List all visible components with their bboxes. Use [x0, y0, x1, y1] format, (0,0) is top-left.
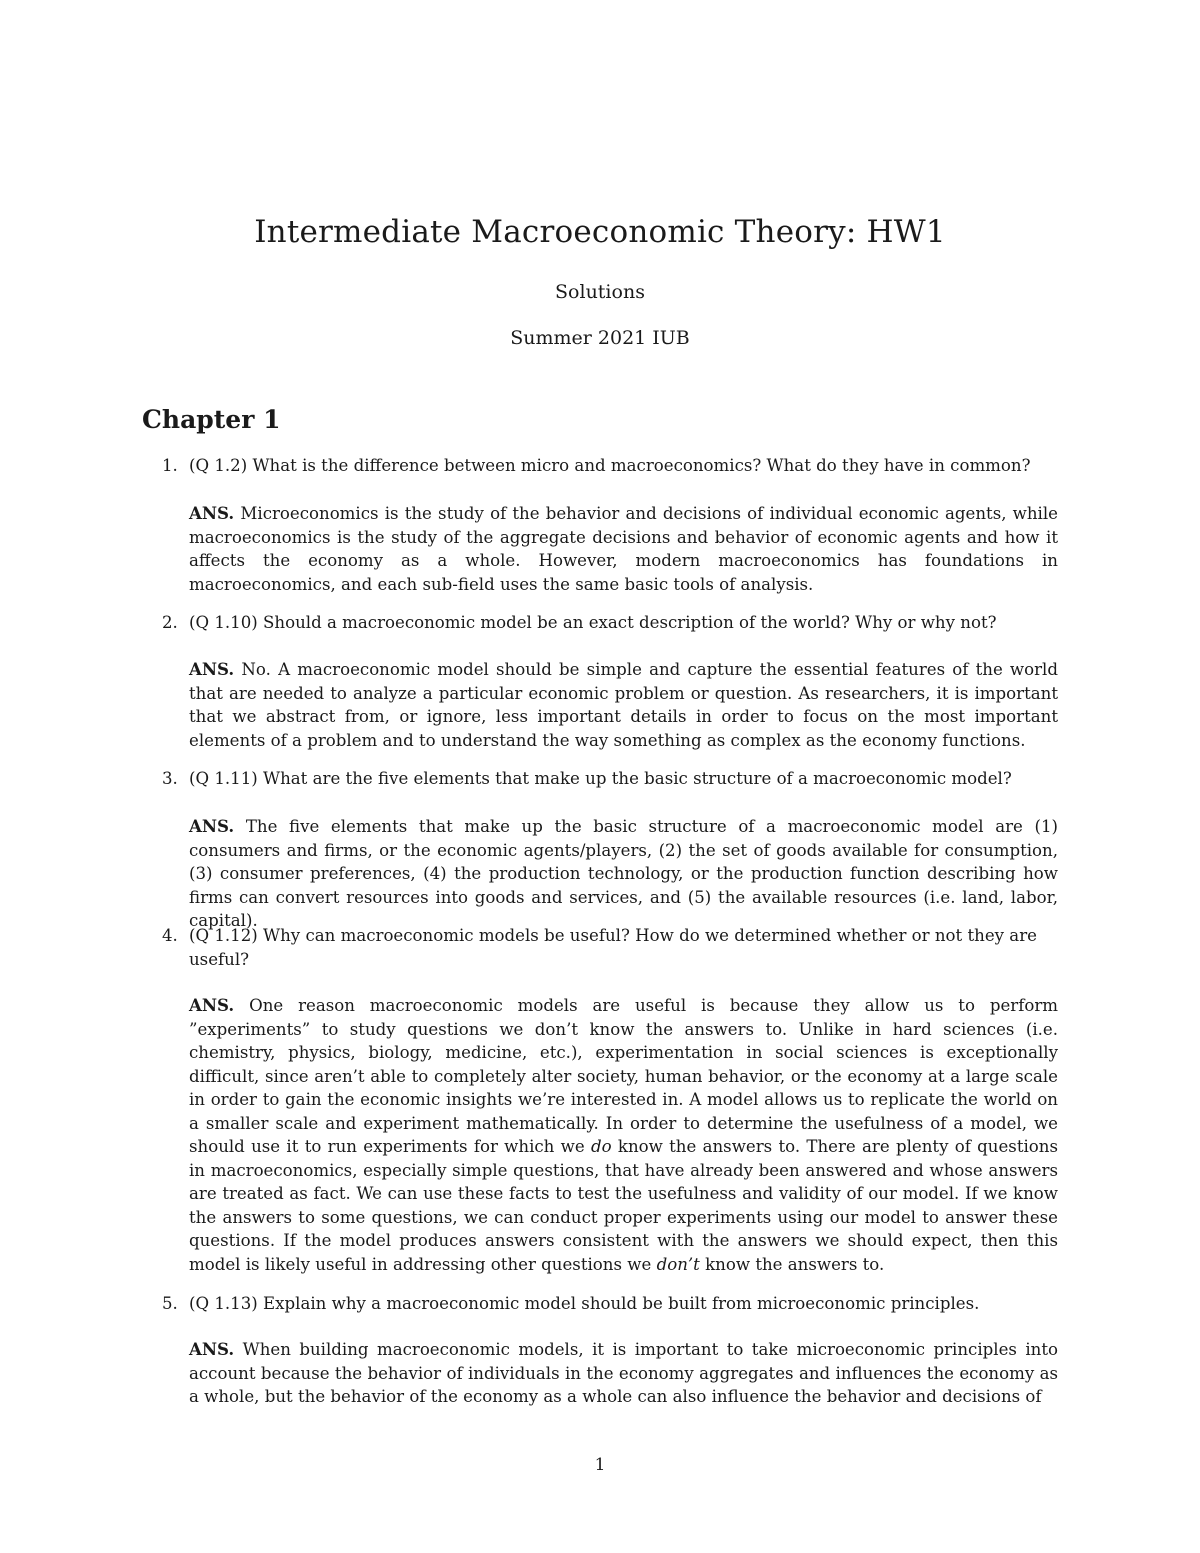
question-text: (Q 1.2) What is the difference between micro and macroeconomics? What do they have in common?	[189, 456, 1031, 475]
answer-4	[189, 994, 1058, 1276]
answer-3	[189, 815, 1058, 933]
answer-5	[189, 1338, 1058, 1409]
question-5	[142, 1292, 1058, 1316]
question-text: (Q 1.11) What are the five elements that make up the basic structure of a macroeconomic model?	[189, 769, 1012, 788]
document-title: Intermediate Macroeconomic Theory: HW1	[254, 214, 946, 250]
answer-text-part3: know the answers to.	[705, 1254, 885, 1274]
answer-2	[189, 658, 1058, 752]
question-number: 5.	[162, 1294, 178, 1313]
question-text: (Q 1.13) Explain why a macroeconomic model should be built from microeconomic principles.	[189, 1294, 980, 1313]
question-4	[142, 924, 1058, 971]
answer-text: The five elements that make up the basic structure of a macroeconomic model are (1) consumers and firms, or the economic agents/players, (2) the set of goods available for consumption, (3) consumer preferences, (4) the production technology, or the production function describing how firms can convert resources into goods and services, and (5) the available resources (i.e. land, labor, capital).	[189, 817, 1058, 930]
question-text: (Q 1.12) Why can macroeconomic models be useful? How do we determined whether or not they are useful?	[189, 926, 1037, 969]
question-1	[142, 454, 1058, 478]
answer-label: ANS.	[189, 503, 235, 523]
answer-1	[189, 502, 1058, 596]
answer-label: ANS.	[189, 659, 235, 679]
question-number: 2.	[162, 613, 178, 632]
answer-text-part2: know the answers to. There are plenty of questions in macroeconomics, especially simple questions, that have already been answered and whose answers are treated as fact. We can use these facts to test the usefulness and validity of our model. If we know the answers to some questions, we can conduct proper experiments using our model to answer these questions. If the model produces answers consistent with the answers we should expect, then this model is likely useful in addressing other questions we	[189, 1137, 1058, 1274]
answer-emphasis: do	[590, 1137, 612, 1156]
answer-label: ANS.	[189, 816, 235, 836]
answer-emphasis: don’t	[656, 1254, 700, 1274]
document-term: Summer 2021 IUB	[510, 327, 690, 349]
answer-label: ANS.	[189, 1339, 235, 1359]
question-text: (Q 1.10) Should a macroeconomic model be an exact description of the world? Why or why not?	[189, 613, 997, 632]
question-number: 4.	[162, 926, 178, 945]
answer-text: When building macroeconomic models, it is important to take microeconomic principles into account because the behavior of individuals in the economy aggregates and influences the economy as a whole, but the behavior of the economy as a whole can also influence the behavior and decisions of	[189, 1340, 1059, 1406]
question-number: 1.	[162, 456, 178, 475]
page-number: 1	[594, 1455, 606, 1475]
answer-text-part1: One reason macroeconomic models are useful is because they allow us to perform ”experiments” to study questions we don’t know the answers to. Unlike in hard sciences (i.e. chemistry, physics, biology, medicine, etc.), experimentation in social sciences is exceptionally difficult, since aren’t able to completely alter society, human behavior, or the economy at a large scale in order to gain the economic insights we’re interested in. A model allows us to replicate the world on a smaller scale and experiment mathematically. In order to determine the usefulness of a model, we should use it to run experiments for which we	[189, 996, 1058, 1156]
document-subtitle: Solutions	[555, 281, 645, 303]
question-3	[142, 767, 1058, 791]
answer-text: Microeconomics is the study of the behavior and decisions of individual economic agents, while macroeconomics is the study of the aggregate decisions and behavior of economic agents and how it affects the economy as a whole. However, modern macroeconomics has foundations in macroeconomics, and each sub-field uses the same basic tools of analysis.	[189, 504, 1058, 594]
chapter-heading: Chapter 1	[142, 405, 281, 434]
answer-label: ANS.	[189, 995, 235, 1015]
answer-text: No. A macroeconomic model should be simple and capture the essential features of the world that are needed to analyze a particular economic problem or question. As researchers, it is important that we abstract from, or ignore, less important details in order to focus on the most important elements of a problem and to understand the way something as complex as the economy functions.	[189, 660, 1058, 750]
question-2	[142, 611, 1058, 635]
question-number: 3.	[162, 769, 178, 788]
